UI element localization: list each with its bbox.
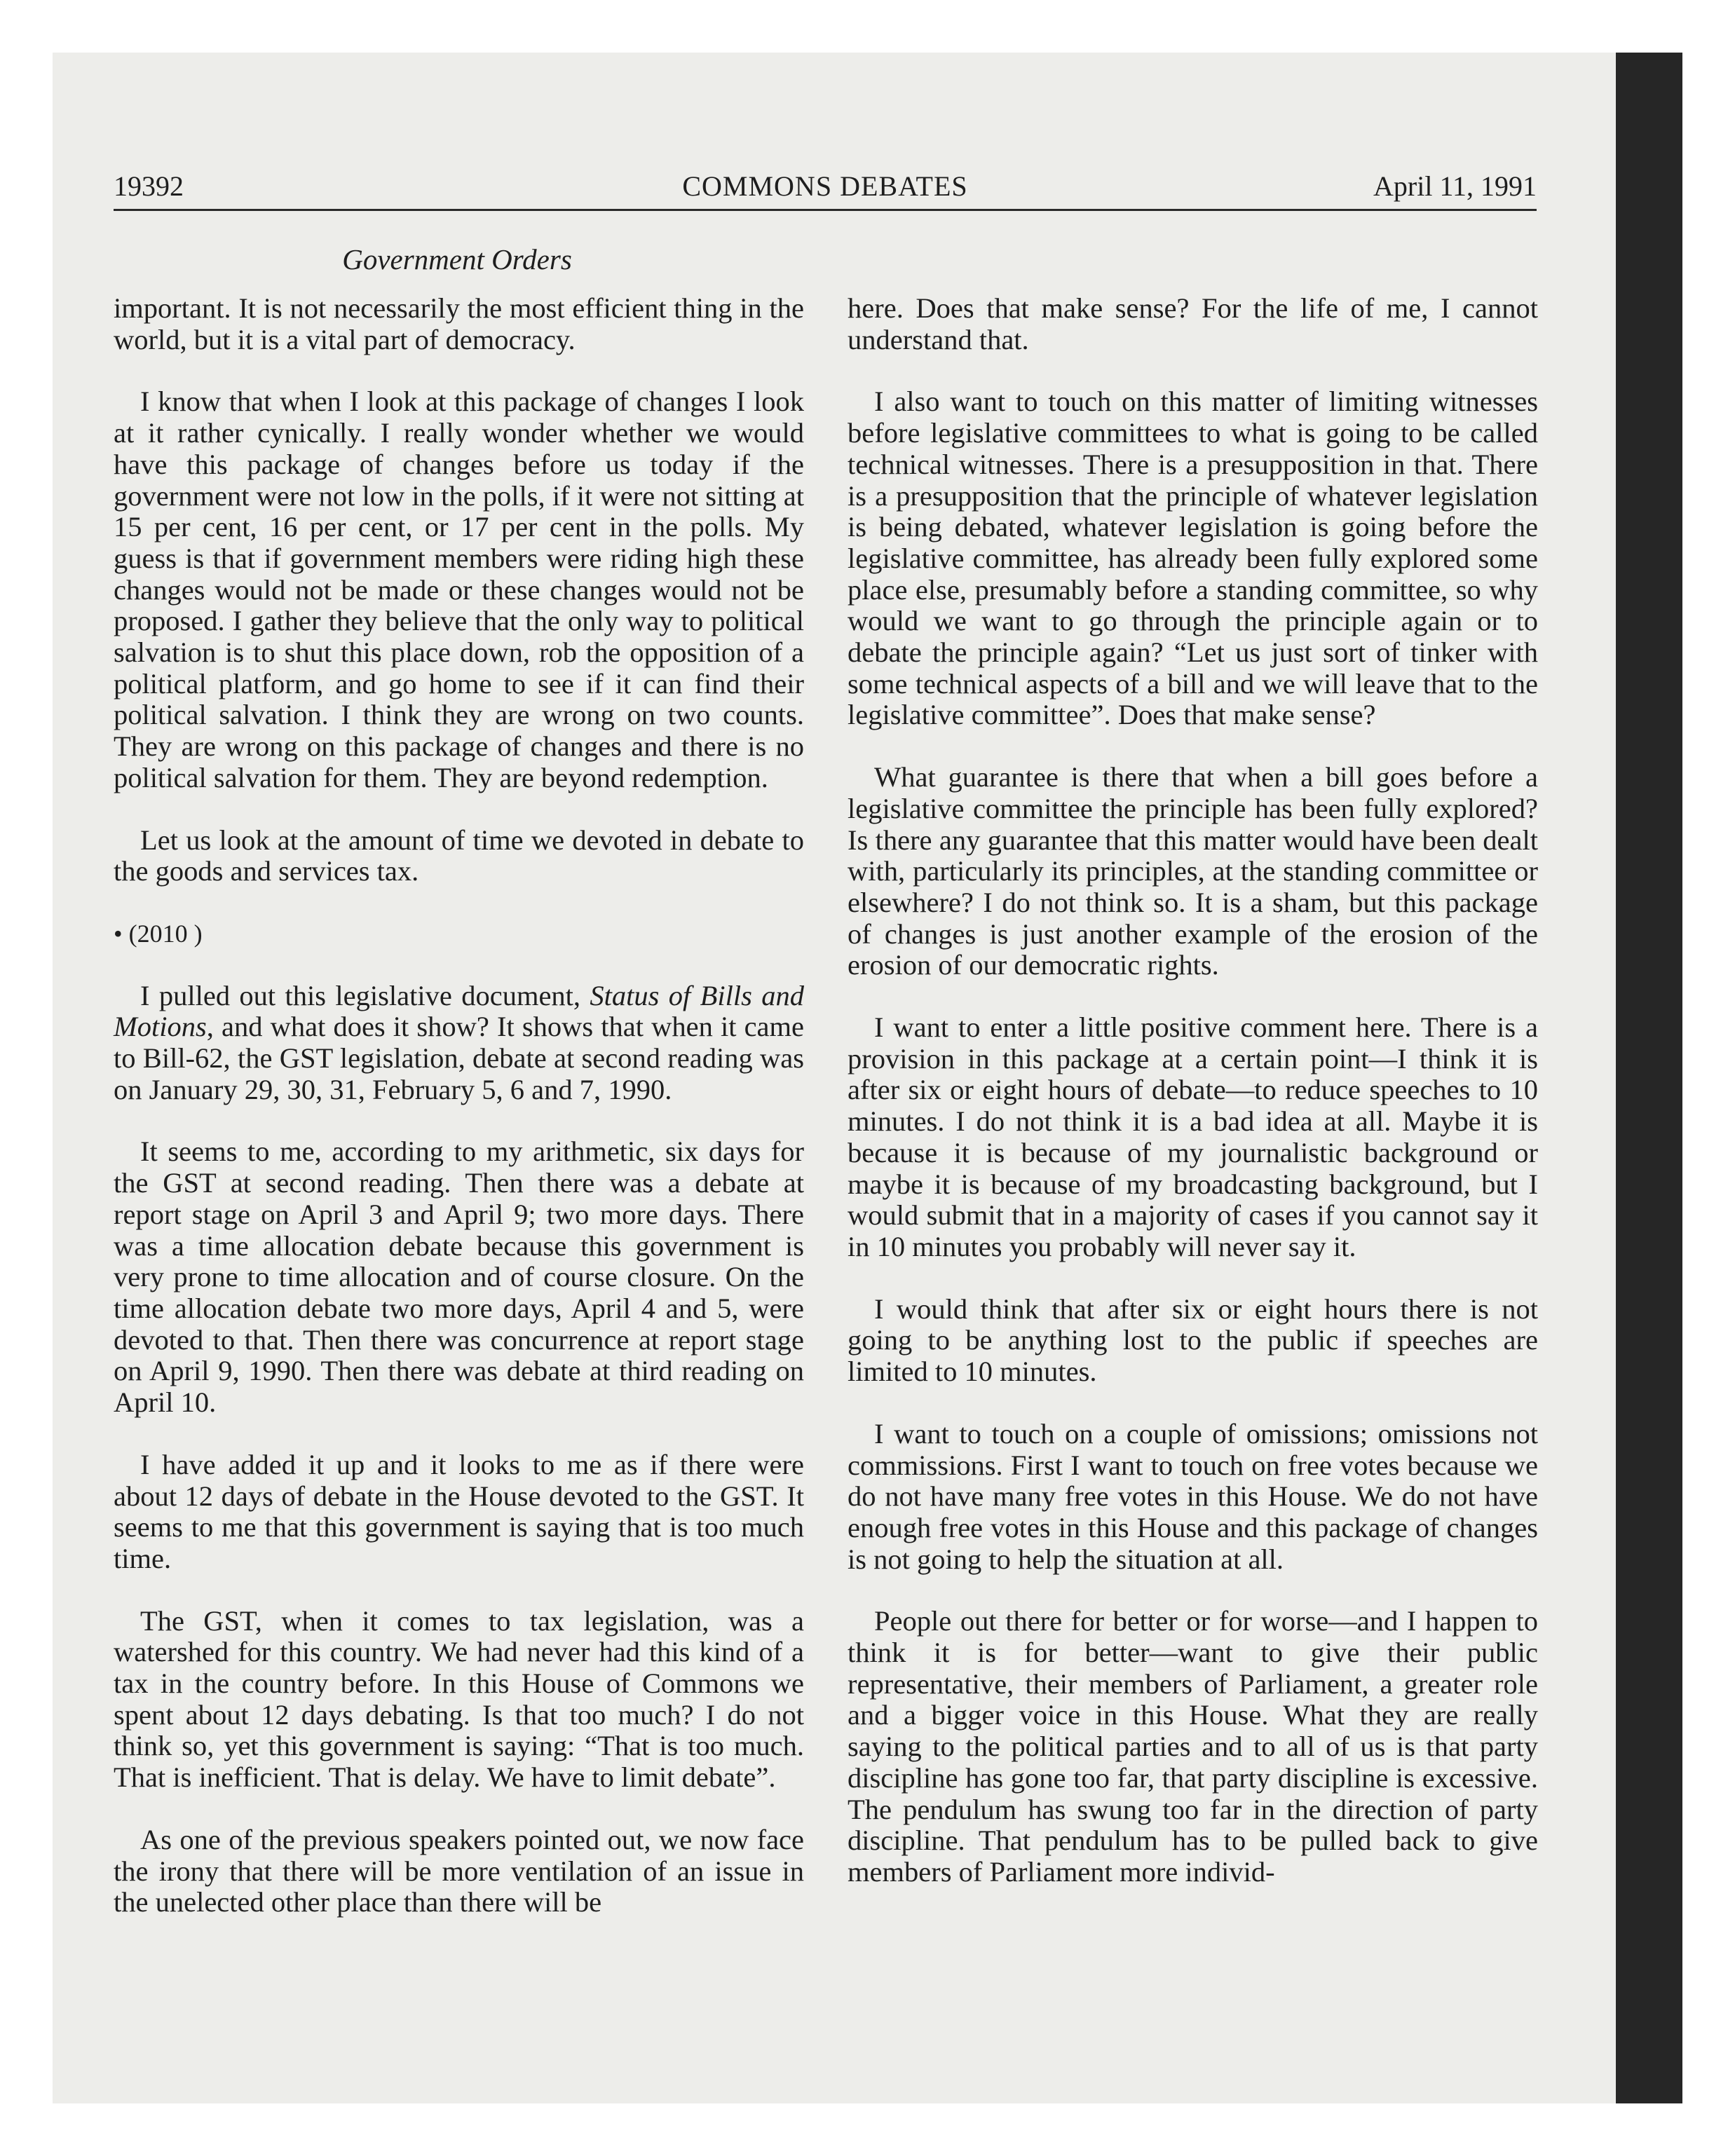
scan-edge-shadow — [1616, 53, 1682, 2103]
time-marker — [114, 918, 804, 950]
paragraph: important. It is not necessarily the most efficient thing in the world, but it is a vital part of democracy. — [114, 292, 804, 355]
left-column — [114, 293, 804, 1949]
right-column — [848, 293, 1538, 1919]
paragraph: I want to enter a little positive comment here. There is a provision in this package at a certain point—I think it is after six or eight hours of debate—to reduce speeches to 10 minutes. I do not think it is a bad idea at all. Maybe it is because it is because of my journalistic background or maybe it is because of my broadcasting background, but I would submit that in a majority of cases if you cannot say it in 10 minutes you probably will never say it. — [848, 1011, 1538, 1262]
publication-date: April 11, 1991 — [1373, 170, 1537, 202]
paragraph: As one of the previous speakers pointed out, we now face the irony that there will be more ventilation of an issue in the unelected other place than there will be — [114, 1823, 804, 1918]
header-rule — [114, 209, 1537, 211]
paragraph: I know that when I look at this package of changes I look at it rather cynically. I really wonder whether we would have this package of changes before us today if the government were not low in the polls, if it were not sitting at 15 per cent, 16 per cent, or 17 per cent in the polls. My guess is that if government members were riding high these changes would not be made or these changes would not be proposed. I gather they believe that the only way to political salvation is to shut this place down, rob the opposition of a political platform, and go home to see if it can find their political salvation. I think they are wrong on two counts. They are wrong on this package of changes and there is no political salvation for them. They are beyond redemption. — [114, 386, 804, 793]
paragraph: here. Does that make sense? For the life of me, I cannot understand that. — [848, 292, 1538, 355]
paragraph: I also want to touch on this matter of limiting witnesses before legislative committees to what is going to be called technical witnesses. There is a presupposition in that. There is a presupposition that the principle of whatever legislation is being debated, whatever legislation is going before the legislative committee, has already been fully explored some place else, presumably before a standing committee, so why would we want to go through the principle again or to debate the principle again? “Let us just sort of tinker with some technical aspects of a bill and we will leave that to the legislative committee”. Does that make sense? — [848, 386, 1538, 731]
paragraph: People out there for better or for worse—and I happen to think it is for better—want to give their public representative, their members of Parliament, a greater role and a bigger voice in this House. What they are really saying to the political parties and to all of us is that party discipline has gone too far, that party discipline is excessive. The pendulum has swung too far in the direction of party discipline. That pendulum has to be pulled back to give members of Parliament more individ- — [848, 1605, 1538, 1888]
text-run: , and what does it show? It shows that when it came to Bill-62, the GST legislation, debate at second reading was on January 29, 30, 31, February 5, 6 and 7, 1990. — [114, 1011, 804, 1105]
paragraph — [114, 981, 804, 1106]
paragraph: I would think that after six or eight hours there is not going to be anything lost to the public if speeches are limited to 10 minutes. — [848, 1292, 1538, 1388]
time-marker-text: (2010 ) — [128, 919, 203, 948]
document-title: Status of Bills and Motions — [114, 979, 804, 1043]
section-heading: Government Orders — [342, 243, 572, 275]
page-header — [114, 165, 1537, 207]
bullet-icon: • — [114, 919, 123, 948]
paragraph: Let us look at the amount of time we devoted in debate to the goods and services tax. — [114, 824, 804, 887]
paragraph: I want to touch on a couple of omissions; omissions not commissions. First I want to touch on free votes because we do not have many free votes in this House. We do not have enough free votes in this House and this package of changes is not going to help the situation at all. — [848, 1417, 1538, 1575]
paragraph: What guarantee is there that when a bill goes before a legislative committee the principle has been fully explored? Is there any guarantee that this matter would have been dealt with, particularly its principles, at the standing committee or elsewhere? I do not think so. It is a sham, but this package of changes is just another example of the erosion of the erosion of our democratic rights. — [848, 761, 1538, 981]
paragraph: I have added it up and it looks to me as if there were about 12 days of debate in the House devoted to the GST. It seems to me that this government is saying that is too much time. — [114, 1448, 804, 1574]
paragraph: The GST, when it comes to tax legislation, was a watershed for this country. We had never had this kind of a tax in the country before. In this House of Commons we spent about 12 days debating. Is that too much? I do not think so, yet this government is saying: “That is too much. That is inefficient. That is delay. We have to limit debate”. — [114, 1604, 804, 1794]
page-number: 19392 — [114, 170, 184, 202]
publication-title: COMMONS DEBATES — [682, 170, 968, 202]
text-run: I pulled out this legislative document, — [140, 979, 590, 1011]
paragraph: It seems to me, according to my arithmetic, six days for the GST at second reading. Then there was a debate at report stage on April 3 and April 9; two more days. There was a time allocation debate because this government is very prone to time allocation and of course closure. On the time allocation debate two more days, April 4 and 5, were devoted to that. Then there was concurrence at report stage on April 9, 1990. Then there was debate at third reading on April 10. — [114, 1135, 804, 1419]
